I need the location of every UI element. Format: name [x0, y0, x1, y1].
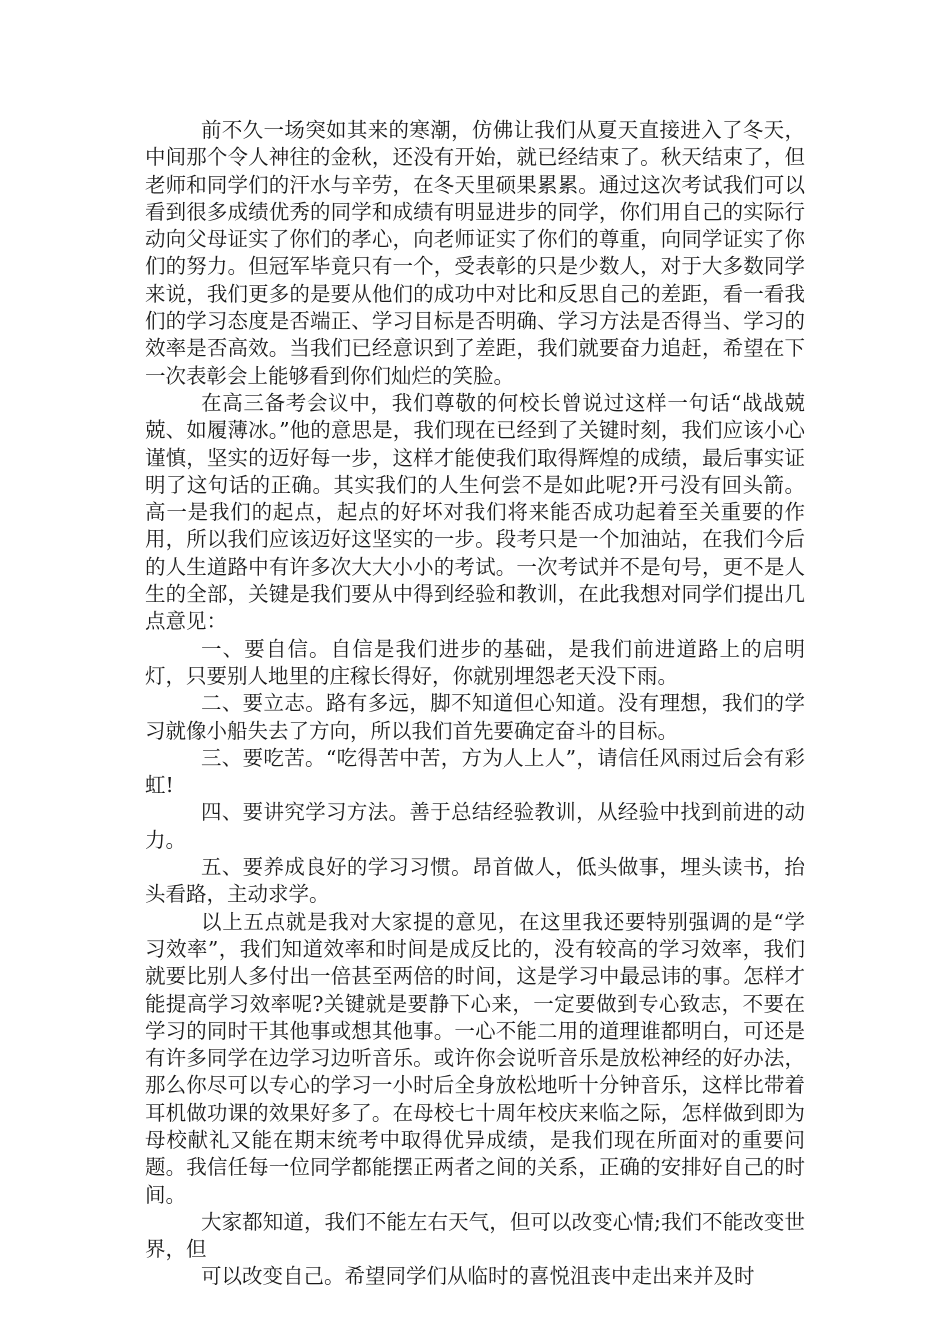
paragraph-cold-wave: 前不久一场突如其来的寒潮，仿佛让我们从夏天直接进入了冬天，中间那个令人神往的金秋，还没有开始，就已经结束了。秋天结束了，但老师和同学们的汗水与辛劳，在冬天里硕果累累。通过这次考试我们可以看到很多成绩优秀的同学和成绩有明显进步的同学，你们用自己的实际行动向父母证实了你们的孝心，向老师证实了你们的尊重，向同学证实了你们的努力。但冠军毕竟只有一个，受表彰的只是少数人，对于大多数同学来说，我们更多的是要从他们的成功中对比和反思自己的差距，看一看我们的学习态度是否端正、学习目标是否明确、学习方法是否得当、学习的效率是否高效。当我们已经意识到了差距，我们就要奋力追赶，希望在下一次表彰会上能够看到你们灿烂的笑脸。: [145, 118, 805, 388]
paragraph-point-habits: 五、要养成良好的学习习惯。昂首做人，低头做事，埋头读书，抬头看路，主动求学。: [145, 855, 805, 907]
paragraph-principal-quote: 在高三备考会议中，我们尊敬的何校长曾说过这样一句话“战战兢兢、如履薄冰。”他的意思是，我们现在已经到了关键时刻，我们应该小心谨慎，坚实的迈好每一步，这样才能使我们取得辉煌的成绩，最后事实证明了这句话的正确。其实我们的人生何尝不是如此呢?开弓没有回头箭。高一是我们的起点，起点的好坏对我们将来能否成功起着至关重要的作用，所以我们应该迈好这坚实的一步。段考只是一个加油站，在我们今后的人生道路中有许多次大大小小的考试。一次考试并不是句号，更不是人生的全部，关键是我们要从中得到经验和教训，在此我想对同学们提出几点意见：: [145, 390, 805, 634]
paragraph-point-method: 四、要讲究学习方法。善于总结经验教训，从经验中找到前进的动力。: [145, 800, 805, 852]
paragraph-point-confidence: 一、要自信。自信是我们进步的基础，是我们前进道路上的启明灯，只要别人地里的庄稼长得好，你就别埋怨老天没下雨。: [145, 636, 805, 688]
paragraph-change-self: 可以改变自己。希望同学们从临时的喜悦沮丧中走出来并及时: [201, 1264, 755, 1289]
paragraph-efficiency: 以上五点就是我对大家提的意见，在这里我还要特别强调的是“学习效率”，我们知道效率和时间是成反比的，没有较高的学习效率，我们就要比别人多付出一倍甚至两倍的时间，这是学习中最忌讳的事。怎样才能提高学习效率呢?关键就是要静下心来，一定要做到专心致志，不要在学习的同时干其他事或想其他事。一心不能二用的道理谁都明白，可还是有许多同学在边学习边听音乐。或许你会说听音乐是放松神经的好办法，那么你尽可以专心的学习一小时后全身放松地听十分钟音乐，这样比带着耳机做功课的效果好多了。在母校七十周年校庆来临之际，怎样做到即为母校献礼又能在期末统考中取得优异成绩，是我们现在所面对的重要问题。我信任每一位同学都能摆正两者之间的关系，正确的安排好自己的时间。: [145, 909, 805, 1207]
paragraph-change-mood: 大家都知道，我们不能左右天气，但可以改变心情;我们不能改变世界，但: [145, 1209, 805, 1262]
document-page: [145, 117, 805, 1291]
paragraph-point-hardship: 三、要吃苦。“吃得苦中苦，方为人上人”，请信任风雨过后会有彩虹!: [145, 745, 805, 798]
paragraph-point-ambition: 二、要立志。路有多远，脚不知道但心知道。没有理想，我们的学习就像小船失去了方向，所以我们首先要确定奋斗的目标。: [145, 691, 805, 743]
